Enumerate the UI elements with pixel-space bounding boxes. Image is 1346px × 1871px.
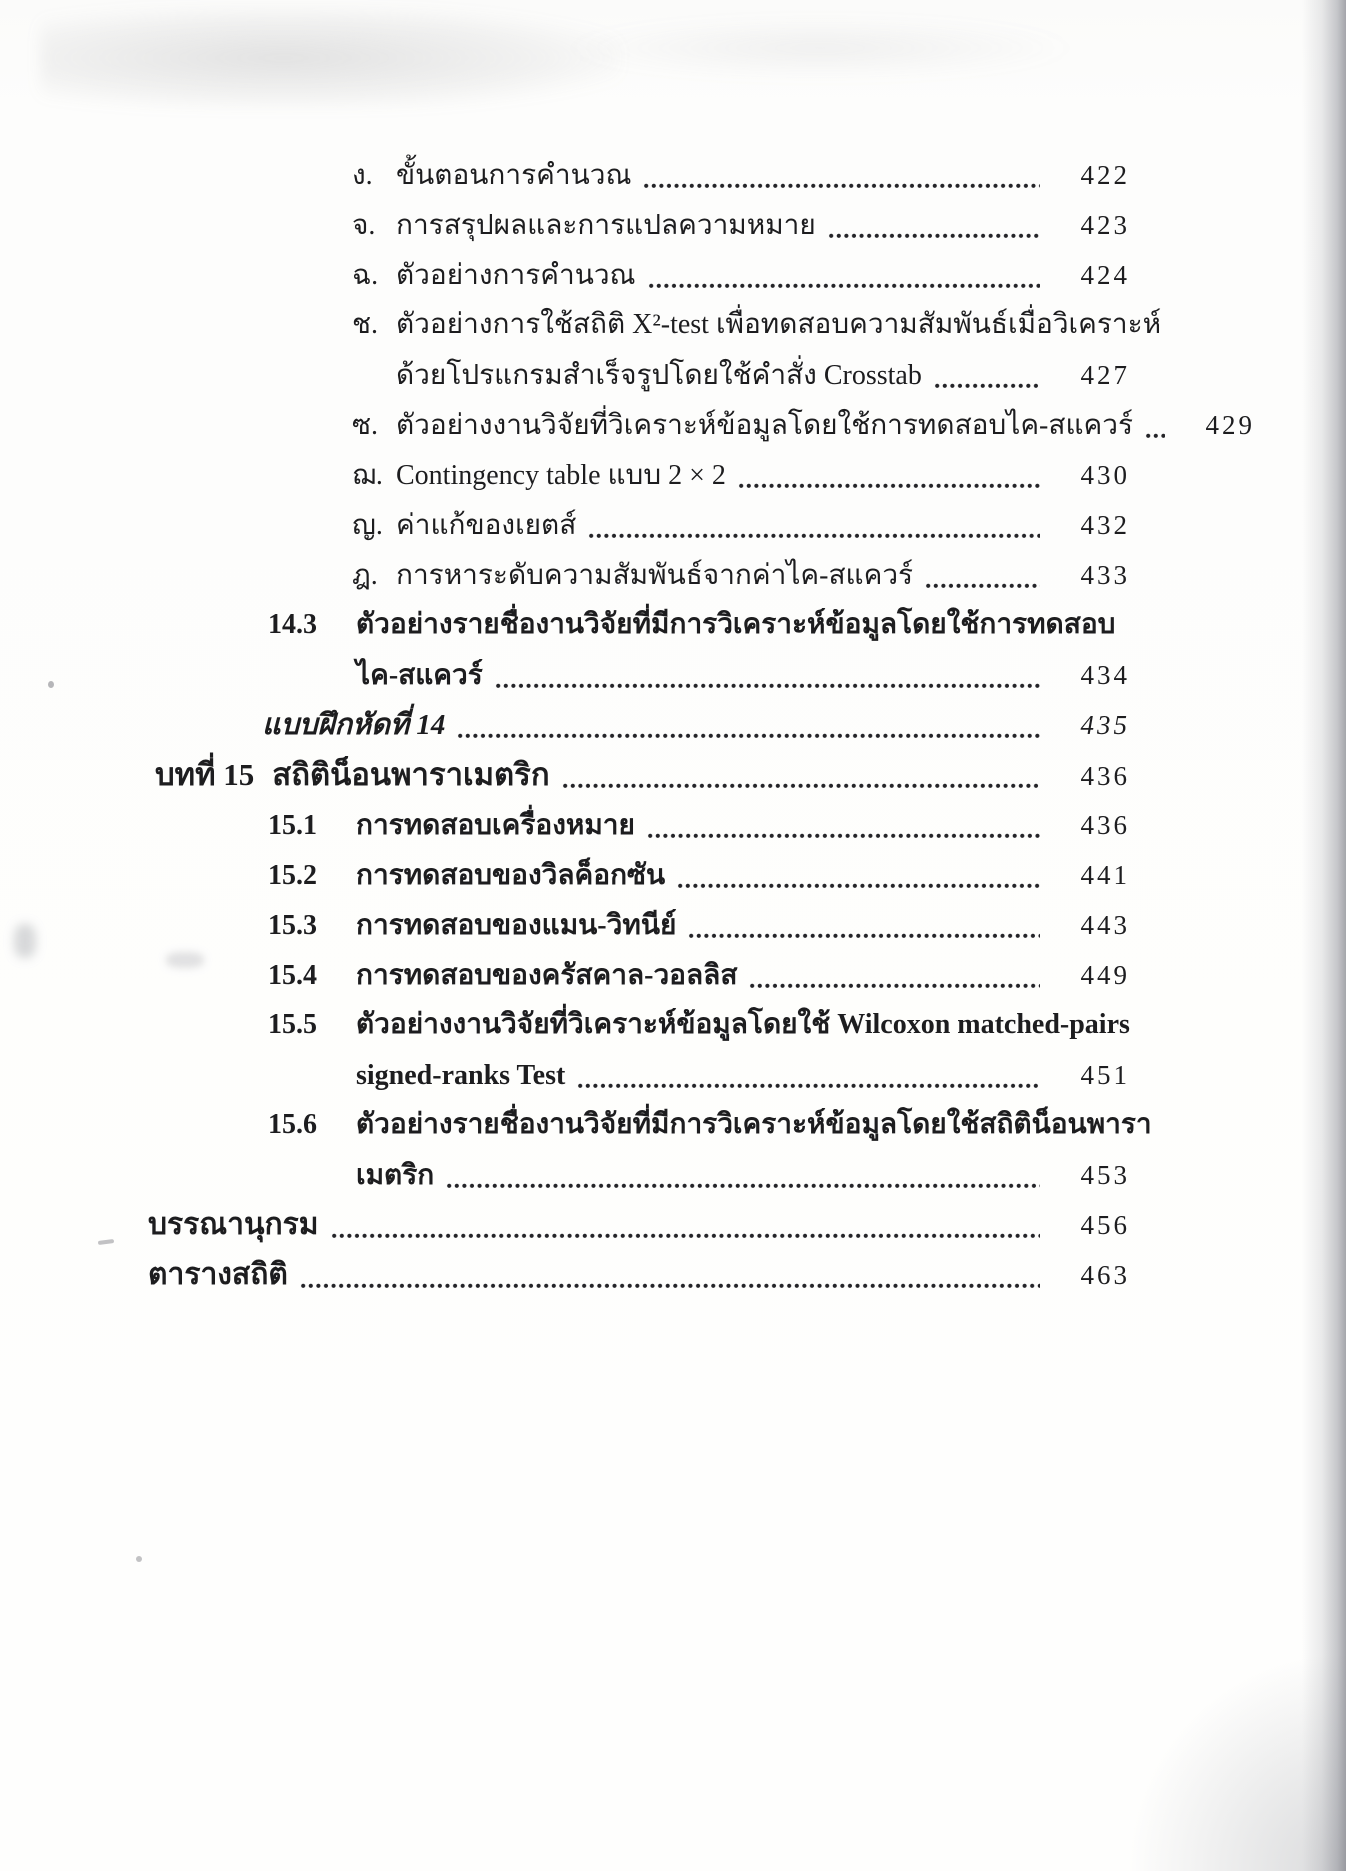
toc-row (0, 850, 1130, 900)
toc-page-number: 424 (1080, 260, 1130, 290)
toc-row (0, 900, 1130, 950)
dot-leader (738, 482, 1040, 490)
toc-entry-label: ซ. (352, 410, 379, 441)
toc-page-number: 449 (1080, 960, 1130, 990)
toc-entry-title: การทดสอบของวิลค็อกซัน (356, 860, 666, 891)
toc-entry-title: ค่าแก้ของเยตส์ (396, 510, 577, 541)
dot-leader (688, 932, 1040, 940)
toc-entry-title: ตัวอย่างการใช้สถิติ X²-test เพื่อทดสอบความสัมพันธ์เมื่อวิเคราะห์ (396, 309, 1162, 340)
dot-leader (934, 382, 1040, 390)
toc-entry-title: สถิติน็อนพาราเมตริก (272, 757, 550, 792)
toc-entry-label: 15.5 (268, 1009, 317, 1040)
toc-entry-label: ฉ. (352, 260, 379, 291)
dot-leader (562, 782, 1040, 790)
toc-page-number: 427 (1080, 360, 1130, 390)
toc-entry-title: การทดสอบของครัสคาล-วอลลิส (356, 960, 738, 991)
scan-smudge (40, 8, 620, 108)
toc-row (0, 450, 1130, 500)
toc-row (0, 350, 1130, 400)
toc-entry-label: 15.3 (268, 910, 317, 941)
toc-entry-title: Contingency table แบบ 2 × 2 (396, 460, 726, 491)
toc-entry-title: เมตริก (356, 1160, 435, 1191)
dot-leader (828, 232, 1040, 240)
toc-row (0, 650, 1130, 700)
toc-page-number: 434 (1080, 660, 1130, 690)
toc-page-number: 422 (1080, 160, 1130, 190)
toc-entry-title: แบบฝึกหัดที่ 14 (262, 709, 446, 741)
dot-leader (331, 1232, 1040, 1240)
toc-page-number: 423 (1080, 210, 1130, 240)
dot-leader (643, 182, 1040, 190)
toc-page-number: 441 (1080, 860, 1130, 890)
toc-page-number: 430 (1080, 460, 1130, 490)
toc-row (0, 200, 1130, 250)
toc-row (0, 300, 1162, 350)
toc-entry-title: ด้วยโปรแกรมสำเร็จรูปโดยใช้คำสั่ง Crosstab (396, 360, 922, 391)
toc-row (0, 1000, 1130, 1050)
toc-entry-label: 14.3 (268, 609, 317, 640)
toc-row (0, 1200, 1130, 1250)
toc-page-number: 443 (1080, 910, 1130, 940)
toc-entry-label: ญ. (352, 510, 383, 541)
dot-leader (749, 982, 1040, 990)
toc-row (0, 1250, 1130, 1300)
toc-row (0, 950, 1130, 1000)
toc-list (0, 150, 1346, 1300)
dot-leader (925, 582, 1040, 590)
toc-entry-title: ขั้นตอนการคำนวณ (396, 160, 632, 191)
toc-entry-title: ตัวอย่างงานวิจัยที่วิเคราะห์ข้อมูลโดยใช้การทดสอบไค-สแควร์ (396, 410, 1134, 441)
toc-page-number: 456 (1080, 1210, 1130, 1240)
toc-page-number: 435 (1080, 710, 1130, 740)
toc-entry-title: การสรุปผลและการแปลความหมาย (396, 210, 816, 241)
toc-row (0, 600, 1130, 650)
toc-entry-label: จ. (352, 210, 376, 241)
dot-leader (577, 1082, 1040, 1090)
dot-leader (300, 1282, 1040, 1290)
toc-entry-title: การทดสอบเครื่องหมาย (356, 810, 635, 841)
toc-row (0, 250, 1130, 300)
dot-leader (1145, 432, 1165, 440)
toc-row (0, 150, 1130, 200)
toc-row (0, 800, 1130, 850)
toc-entry-title: ตัวอย่างรายชื่องานวิจัยที่มีการวิเคราะห์ข้อมูลโดยใช้การทดสอบ (356, 609, 1116, 640)
toc-page-number: 433 (1080, 560, 1130, 590)
toc-row (0, 500, 1130, 550)
toc-entry-label: 15.4 (268, 960, 317, 991)
toc-entry-title: ตัวอย่างการคำนวณ (396, 260, 636, 291)
dot-leader (647, 832, 1040, 840)
toc-page-number: 436 (1080, 810, 1130, 840)
scan-corner-shadow (1126, 1651, 1346, 1871)
toc-entry-title: ตัวอย่างรายชื่องานวิจัยที่มีการวิเคราะห์ข้อมูลโดยใช้สถิติน็อนพารา (356, 1109, 1152, 1140)
toc-entry-label: ง. (352, 160, 373, 191)
dot-leader (457, 732, 1040, 740)
toc-entry-label: 15.1 (268, 810, 317, 841)
toc-page-number: 463 (1080, 1260, 1130, 1290)
toc-entry-label: 15.6 (268, 1109, 317, 1140)
toc-page-number: 451 (1080, 1060, 1130, 1090)
dot-leader (446, 1182, 1040, 1190)
toc-entry-title: ไค-สแควร์ (356, 660, 483, 691)
toc-entry-label: ฎ. (352, 560, 378, 591)
toc-entry-title: บรรณานุกรม (148, 1208, 319, 1241)
toc-page-number: 432 (1080, 510, 1130, 540)
scan-speck (136, 1556, 142, 1562)
toc-row (0, 400, 1256, 450)
toc-row (0, 1100, 1152, 1150)
dot-leader (648, 282, 1040, 290)
toc-entry-title: signed-ranks Test (356, 1060, 566, 1091)
toc-row (0, 700, 1130, 750)
toc-entry-title: การทดสอบของแมน-วิทนีย์ (356, 910, 677, 941)
toc-page-number: 453 (1080, 1160, 1130, 1190)
toc-page-number: 436 (1080, 761, 1130, 791)
toc-entry-label: ช. (352, 309, 379, 340)
toc-entry-label: บทที่ 15 (155, 757, 255, 792)
scan-smudge (560, 18, 1080, 78)
dot-leader (588, 532, 1040, 540)
toc-entry-label: 15.2 (268, 860, 317, 891)
toc-entry-title: ตัวอย่างงานวิจัยที่วิเคราะห์ข้อมูลโดยใช้ Wilcoxon matched-pairs (356, 1009, 1130, 1040)
toc-page-number: 429 (1205, 410, 1256, 440)
toc-row (0, 750, 1130, 800)
toc-entry-label: ฌ. (352, 460, 383, 491)
dot-leader (495, 682, 1040, 690)
toc-row (0, 1050, 1130, 1100)
toc-row (0, 1150, 1130, 1200)
toc-row (0, 550, 1130, 600)
toc-entry-title: ตารางสถิติ (148, 1258, 288, 1291)
dot-leader (677, 882, 1040, 890)
toc-entry-title: การหาระดับความสัมพันธ์จากค่าไค-สแควร์ (396, 560, 914, 591)
